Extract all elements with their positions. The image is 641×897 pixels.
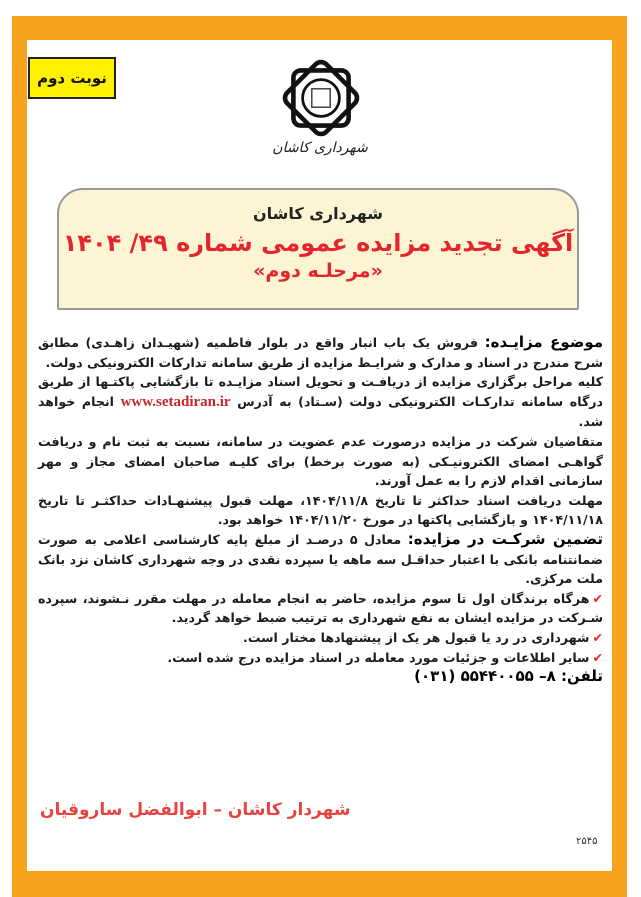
ad-body [38,333,603,687]
kashan-municipality-logo-icon [275,52,367,144]
phone-number: تلفن: ۸– ۵۵۴۴۰۰۵۵ (۰۳۱) [414,667,603,686]
deadlines-paragraph: مهلت دریافت اسناد حداکثر تا تاریخ ۱۴۰۴/۱۱/۸، مهلت قبول پیشنهـادات حداکثـر تا تاریخ ۱۴۰۴/۱۱/۱۸ و بازگشایی پاکتها در مورخ ۱۴۰۴/۱۱/۲۰ خواهد بود. [38,492,603,528]
check-icon: ✔ [592,649,603,665]
process-paragraph: کلیه مراحل برگزاری مزایده از دریافـت و تحویل اسناد مزایـده تا بازگشایی پاکتـها از طریق درگاه سامانه تدارکـات الکترونیکی دولت (سـتاد) به آدرس www.setadiran.ir انجام خواهد شد. [38,374,603,430]
bullet-item: ✔هرگاه برندگان اول تا سوم مزایده، حاضر به انجام معامله در مهلت مقرر نـشوند، سپرده شـرکت در مزایده ایشان به نفع شهرداری به ترتیب ضبط خواهد گردید. [38,590,603,626]
bullet-item: ✔سایر اطلاعات و جزئیات مورد معامله در اسناد مزایده درج شده است. [167,649,603,665]
setad-link[interactable]: www.setadiran.ir [120,393,231,410]
check-icon: ✔ [592,590,603,606]
guarantee-paragraph: تضمین شرکـت در مزایده: معادل ۵ درصـد از مبلغ پایه کارشناسی اعلامی به صورت ضمانتنامه بانکی با اعتبار حداقـل سه ماهه یا سپرده نقدی در وجه شهرداری کاشان نزد بانک ملت مرکزی. [38,529,603,587]
org-name: شهرداری کاشان [252,204,384,223]
check-icon: ✔ [592,629,603,645]
page-title: آگهی تجدید مزایده عمومی شماره ۴۹/ ۱۴۰۴ [62,229,574,257]
bullet-item: ✔شهرداری در رد یا قبول هر یک از پیشنهادها مختار است. [243,629,603,645]
logo-caption: شهرداری کاشان [272,140,368,156]
mayor-signature: شهردار کاشان – ابوالفضل ساروقیان [40,800,351,820]
ad-code: ۲۵۴۵ [576,836,598,847]
round-badge: نوبت دوم [28,57,116,99]
title-box [57,188,579,310]
subject-paragraph: موضوع مزایـده: فروش یک باب انبار واقع در بلوار فاطمیه (شهیـدان زاهـدی) مطابق شرح مندرج در اسناد و مدارک و شرایـط مزایده از طریق سامانه تدارکات الکترونیکی دولت. [38,333,604,370]
registration-paragraph: متقاضیان شرکت در مزایده درصورت عدم عضویت در سامانه، نسبت به ثبت نام و دریافت گواهـی امضای الکترونیـکی (به صورت برخط) برای کلیـه صاحبان امضای مجاز و مهر سازمانی اقدام لازم را به عمل آورند. [38,433,603,489]
page-subtitle: «مرحلـه دوم» [253,260,383,282]
